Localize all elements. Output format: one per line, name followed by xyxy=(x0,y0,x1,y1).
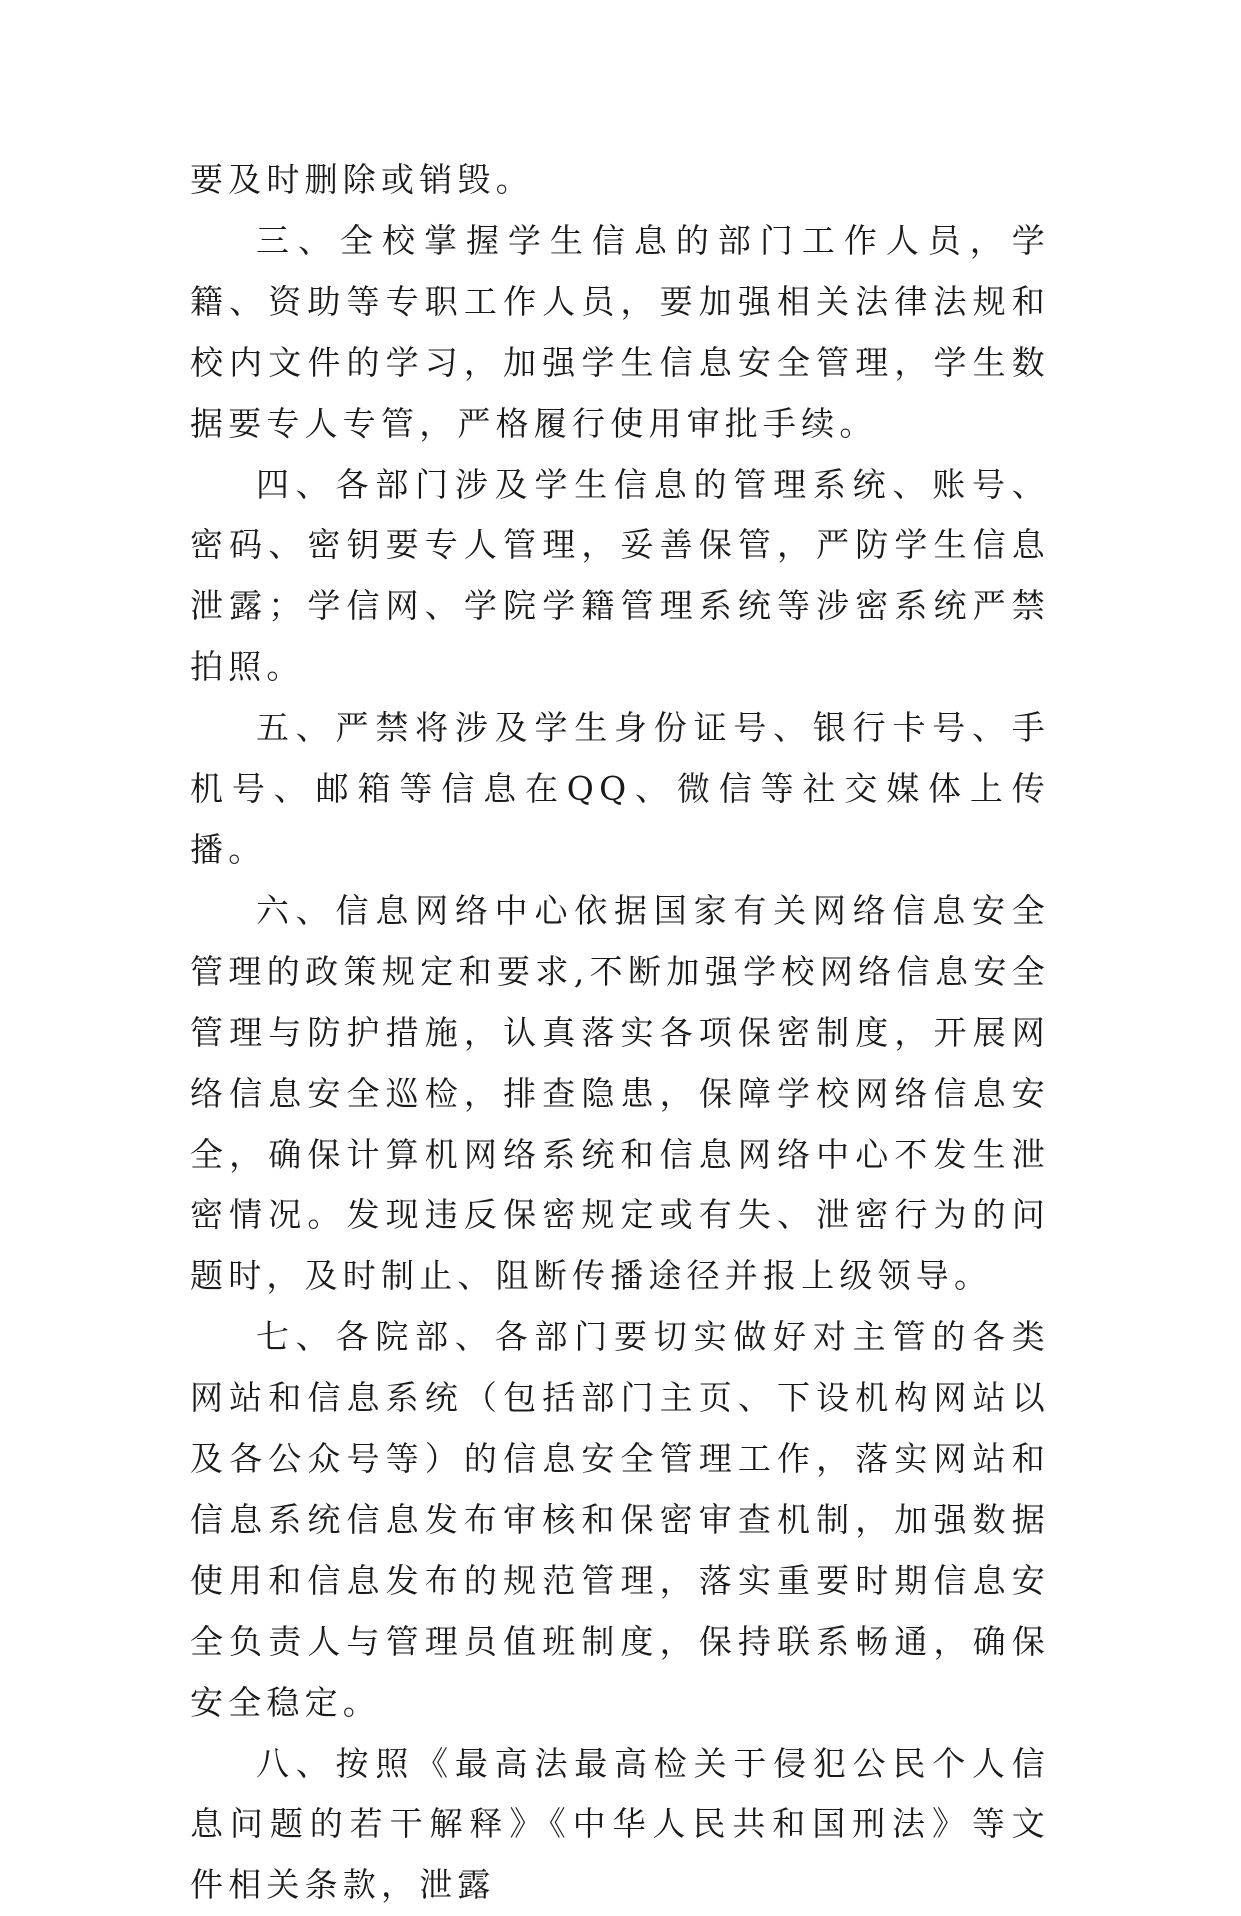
paragraph-item-3: 三、全校掌握学生信息的部门工作人员，学籍、资助等专职工作人员，要加强相关法律法规和校内文件的学习，加强学生信息安全管理，学生数据要专人专管，严格履行使用审批手续。 xyxy=(190,220,1050,443)
paragraph-item-8: 八、按照《最高法最高检关于侵犯公民个人信息问题的若干解释》《中华人民共和国刑法》等文件相关条款，泄露 xyxy=(190,1743,1050,1905)
paragraph-item-6: 六、信息网络中心依据国家有关网络信息安全管理的政策规定和要求,不断加强学校网络信息安全管理与防护措施，认真落实各项保密制度，开展网络信息安全巡检，排查隐患，保障学校网络信息安全，确保计算机网络系统和信息网络中心不发生泄密情况。发现违反保密规定或有失、泄密行为的问题时，及时制止、阻断传播途径并报上级领导。 xyxy=(190,890,1050,1296)
paragraph-item-7: 七、各院部、各部门要切实做好对主管的各类网站和信息系统（包括部门主页、下设机构网站以及各公众号等）的信息安全管理工作，落实网站和信息系统信息发布审核和保密审查机制，加强数据使用和信息发布的规范管理，落实重要时期信息安全负责人与管理员值班制度，保持联系畅通，确保安全稳定。 xyxy=(190,1317,1050,1722)
paragraph-continuation: 要及时删除或销毁。 xyxy=(190,160,534,199)
document-body xyxy=(190,150,1050,1916)
paragraph-item-4: 四、各部门涉及学生信息的管理系统、账号、密码、密钥要专人管理，妥善保管，严防学生信息泄露；学信网、学院学籍管理系统等涉密系统严禁拍照。 xyxy=(190,464,1050,687)
paragraph-item-5: 五、严禁将涉及学生身份证号、银行卡号、手机号、邮箱等信息在QQ、微信等社交媒体上传播。 xyxy=(190,708,1050,869)
